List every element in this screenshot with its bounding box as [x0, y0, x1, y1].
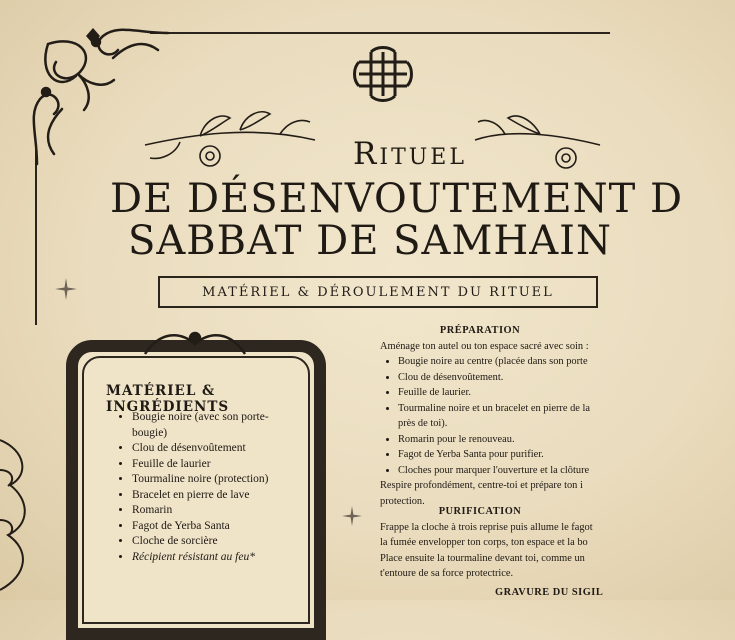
list-item: • Fagot de Yerba Santa: [132, 519, 302, 535]
list-item: • Bougie noire au centre (placée dans son porte: [398, 354, 620, 370]
sparkle-icon: [342, 506, 362, 526]
ingredients-title: MATÉRIEL & INGRÉDIENTS: [106, 383, 230, 415]
ingredients-list: [112, 410, 302, 565]
preparation-intro: Aménage ton autel ou ton espace sacré avec soin :: [380, 340, 589, 352]
list-item: • Feuille de laurier: [132, 457, 302, 473]
list-item: • Tourmaline noire et un bracelet en pierre de la près de toi).: [398, 401, 598, 432]
list-item: • Bracelet en pierre de lave: [132, 488, 302, 504]
purification-line: Frappe la cloche à trois reprise puis allume le fagot: [380, 521, 593, 533]
preparation-section: [380, 323, 620, 509]
main-title-line-2: SABBAT DE SAMHAIN: [128, 218, 612, 264]
side-flourish-icon: [0, 430, 40, 600]
main-title: [110, 176, 684, 264]
purification-line: t'entoure de sa force protectrice.: [380, 568, 514, 579]
frame-left-line: [35, 150, 37, 325]
sparkle-icon: [55, 278, 77, 300]
gravure-heading: GRAVURE DU SIGIL: [495, 587, 604, 598]
list-item: • Clou de désenvoûtement.: [398, 370, 620, 386]
list-item: • Fagot de Yerba Santa pour purifier.: [398, 447, 620, 463]
purification-line: la fumée envelopper ton corps, ton espace et la bo: [380, 537, 588, 548]
title-rituel: Rituel: [353, 136, 467, 172]
list-item: • Cloche de sorcière: [132, 534, 302, 550]
preparation-outro-line: protection.: [380, 495, 425, 507]
list-item: • Clou de désenvoûtement: [132, 441, 302, 457]
preparation-list: [380, 354, 620, 478]
panel-crest-icon: [140, 326, 250, 356]
list-item: • Romarin: [132, 503, 302, 519]
frame-top-line: [150, 32, 610, 34]
list-item: • Romarin pour le renouveau.: [398, 432, 620, 448]
list-item: • Cloches pour marquer l'ouverture et la clôture: [398, 463, 620, 479]
section-subtitle: MATÉRIEL & DÉROULEMENT DU RITUEL: [158, 276, 598, 308]
purification-heading: PURIFICATION: [438, 506, 522, 517]
preparation-outro-line: Respire profondément, centre-toi et prépare ton i: [380, 480, 583, 491]
knot-sigil-icon: [355, 48, 411, 100]
purification-line: Place ensuite la tourmaline devant toi, comme un: [380, 552, 585, 564]
list-item: • Bougie noire (avec son porte-bougie): [132, 410, 302, 441]
gravure-section: [495, 585, 735, 601]
list-item: • Feuille de laurier.: [398, 385, 620, 401]
list-item: • Récipient résistant au feu*: [132, 550, 302, 566]
purification-section: [380, 504, 620, 582]
preparation-heading: PRÉPARATION: [439, 325, 521, 336]
main-title-line-1: DE DÉSENVOUTEMENT D: [110, 176, 684, 222]
list-item: • Tourmaline noire (protection): [132, 472, 302, 488]
